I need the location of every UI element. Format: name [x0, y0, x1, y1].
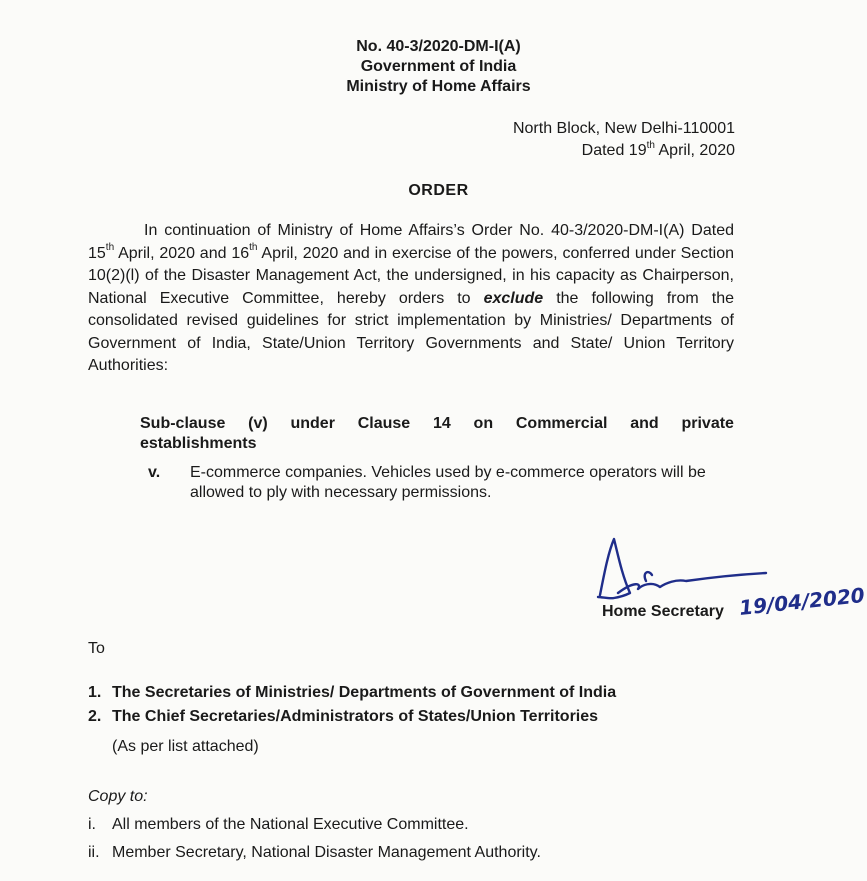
heading-word: Commercial — [515, 415, 608, 432]
heading-word: under — [290, 415, 335, 432]
issue-date: Dated 19th April, 2020 — [581, 139, 735, 159]
list-item: 2. The Chief Secretaries/Administrators of States/Union Territories — [88, 708, 599, 725]
heading-word: Clause — [357, 415, 411, 432]
addressee-list — [88, 684, 616, 732]
attached-note: (As per list attached) — [112, 738, 259, 755]
government-name: Government of India — [360, 58, 517, 75]
order-body-paragraph: In continuation of Ministry of Home Affairs’s Order No. 40-3/2020-DM-I(A) Dated 15th April, 2020 and 16th April, 2020 and in exercise of the powers, conferred under Section 10(2)(l) of the Disaster Management Act, the undersigned, in his capacity as Chairperson, National Executive Committee, hereby orders to exclude the following from the consolidated revised guidelines for strict implementation by Ministries/ Departments of Government of India, State/Union Territory Governments and State/ Union Territory Authorities: — [88, 222, 735, 374]
heading-word: on — [473, 415, 494, 432]
item-text: E-commerce companies. Vehicles used by e-commerce operators will be allowed to ply with necessary permissions. — [190, 464, 706, 501]
subclause-heading: Sub-clause (v) under Clause 14 on Commercial and private establishments — [140, 415, 734, 452]
subclause-item — [140, 463, 746, 503]
copy-to-label: Copy to: — [88, 788, 148, 805]
ministry-name: Ministry of Home Affairs — [346, 78, 531, 95]
heading-word: 14 — [432, 415, 451, 432]
office-address: North Block, New Delhi-110001 — [512, 120, 735, 137]
list-item: i. All members of the National Executive Committee. — [88, 816, 469, 833]
list-item: ii. Member Secretary, National Disaster Management Authority. — [88, 844, 541, 861]
emphasis-exclude: exclude — [483, 289, 544, 307]
heading-word: Sub-clause — [140, 415, 226, 432]
heading-word: and — [630, 415, 659, 432]
heading-word: (v) — [248, 415, 268, 432]
order-number: No. 40-3/2020-DM-I(A) — [356, 38, 521, 55]
item-number: v. — [148, 464, 161, 481]
list-item: 1. The Secretaries of Ministries/ Departments of Government of India — [88, 684, 617, 701]
signatory-designation: Home Secretary — [602, 603, 724, 620]
order-title: ORDER — [408, 182, 469, 199]
copy-to-list — [88, 816, 541, 872]
heading-word: private — [681, 415, 734, 432]
to-label: To — [88, 640, 105, 657]
handwritten-date: 19/04/2020 — [738, 582, 866, 620]
